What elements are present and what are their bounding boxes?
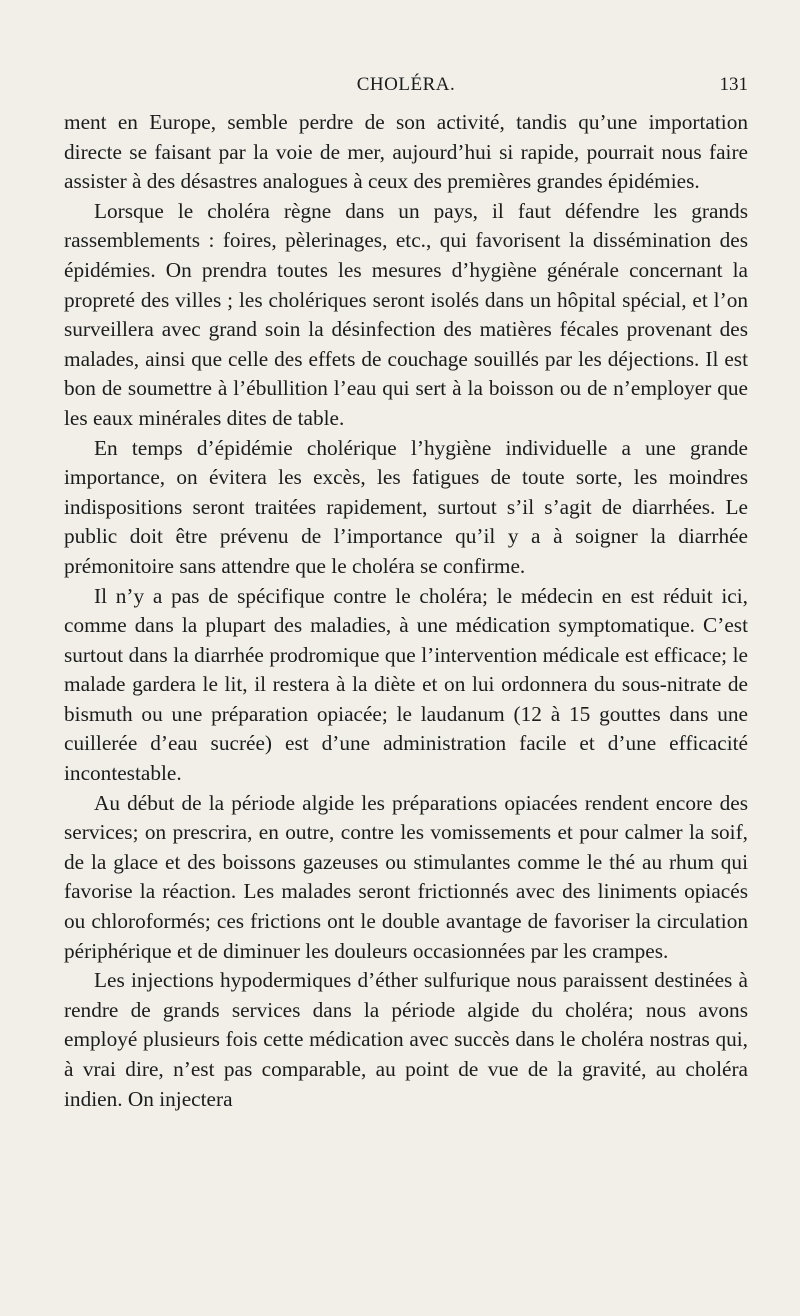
running-head bbox=[64, 74, 748, 102]
body-text bbox=[64, 108, 748, 1114]
running-title: CHOLÉRA. bbox=[356, 74, 456, 95]
paragraph-algid-period: Au début de la période algide les préparations opiacées rendent encore des services; on prescrira, en outre, contre les vomissements et pour calmer la soif, de la glace et des boissons gazeuses ou stimulantes comme le thé au rhum qui favorise la réaction. Les malades seront frictionnés avec des liniments opiacés ou chloroformés; ces frictions ont le double avantage de favoriser la circulation périphérique et de diminuer les douleurs occasionnées par les crampes. bbox=[64, 790, 748, 963]
paragraph-injections: Les injections hypodermiques d’éther sulfurique nous paraissent destinées à rendre de grands services dans la période algide du choléra; nous avons employé plusieurs fois cette médication avec succès dans le choléra nostras qui, à vrai dire, n’est pas comparable, au point de vue de la gravité, au choléra indien. On injectera bbox=[64, 968, 748, 1111]
page-number: 131 bbox=[719, 74, 748, 95]
paragraph-hygiene-measures: Lorsque le choléra règne dans un pays, il faut défendre les grands rassemblements : foires, pèlerinages, etc., qui favorisent la dissémination des épidémies. On prendra toutes les mesures d’hygiène générale concernant la propreté des villes ; les cholériques seront isolés dans un hôpital spécial, et l’on surveillera avec grand soin la désinfection des matières fécales provenant des malades, ainsi que celle des effets de couchage souillés par les déjections. Il est bon de soumettre à l’ébullition l’eau qui sert à la boisson ou de n’employer que les eaux minérales dites de table. bbox=[64, 198, 748, 430]
paragraph-treatment: Il n’y a pas de spécifique contre le choléra; le médecin en est réduit ici, comme dans la plupart des maladies, à une médication symptomatique. C’est surtout dans la diarrhée prodromique que l’intervention médicale est efficace; le malade gardera le lit, il restera à la diète et on lui ordonnera du sous-nitrate de bismuth ou une préparation opiacée; le laudanum (12 à 15 gouttes dans une cuillerée d’eau sucrée) est d’une administration facile et d’une efficacité incontestable. bbox=[64, 583, 748, 786]
paragraph-continuation: ment en Europe, semble perdre de son activité, tandis qu’une importation directe se faisant par la voie de mer, aujourd’hui si rapide, pourrait nous faire assister à des désastres analogues à ceux des premières grandes épidémies. bbox=[64, 110, 748, 194]
paragraph-individual-hygiene: En temps d’épidémie cholérique l’hygiène individuelle a une grande importance, on évitera les excès, les fatigues de toute sorte, les moindres indispositions seront traitées rapidement, surtout s’il s’agit de diarrhées. Le public doit être prévenu de l’importance qu’il y a à soigner la diarrhée prémonitoire sans attendre que le choléra se confirme. bbox=[64, 435, 748, 578]
